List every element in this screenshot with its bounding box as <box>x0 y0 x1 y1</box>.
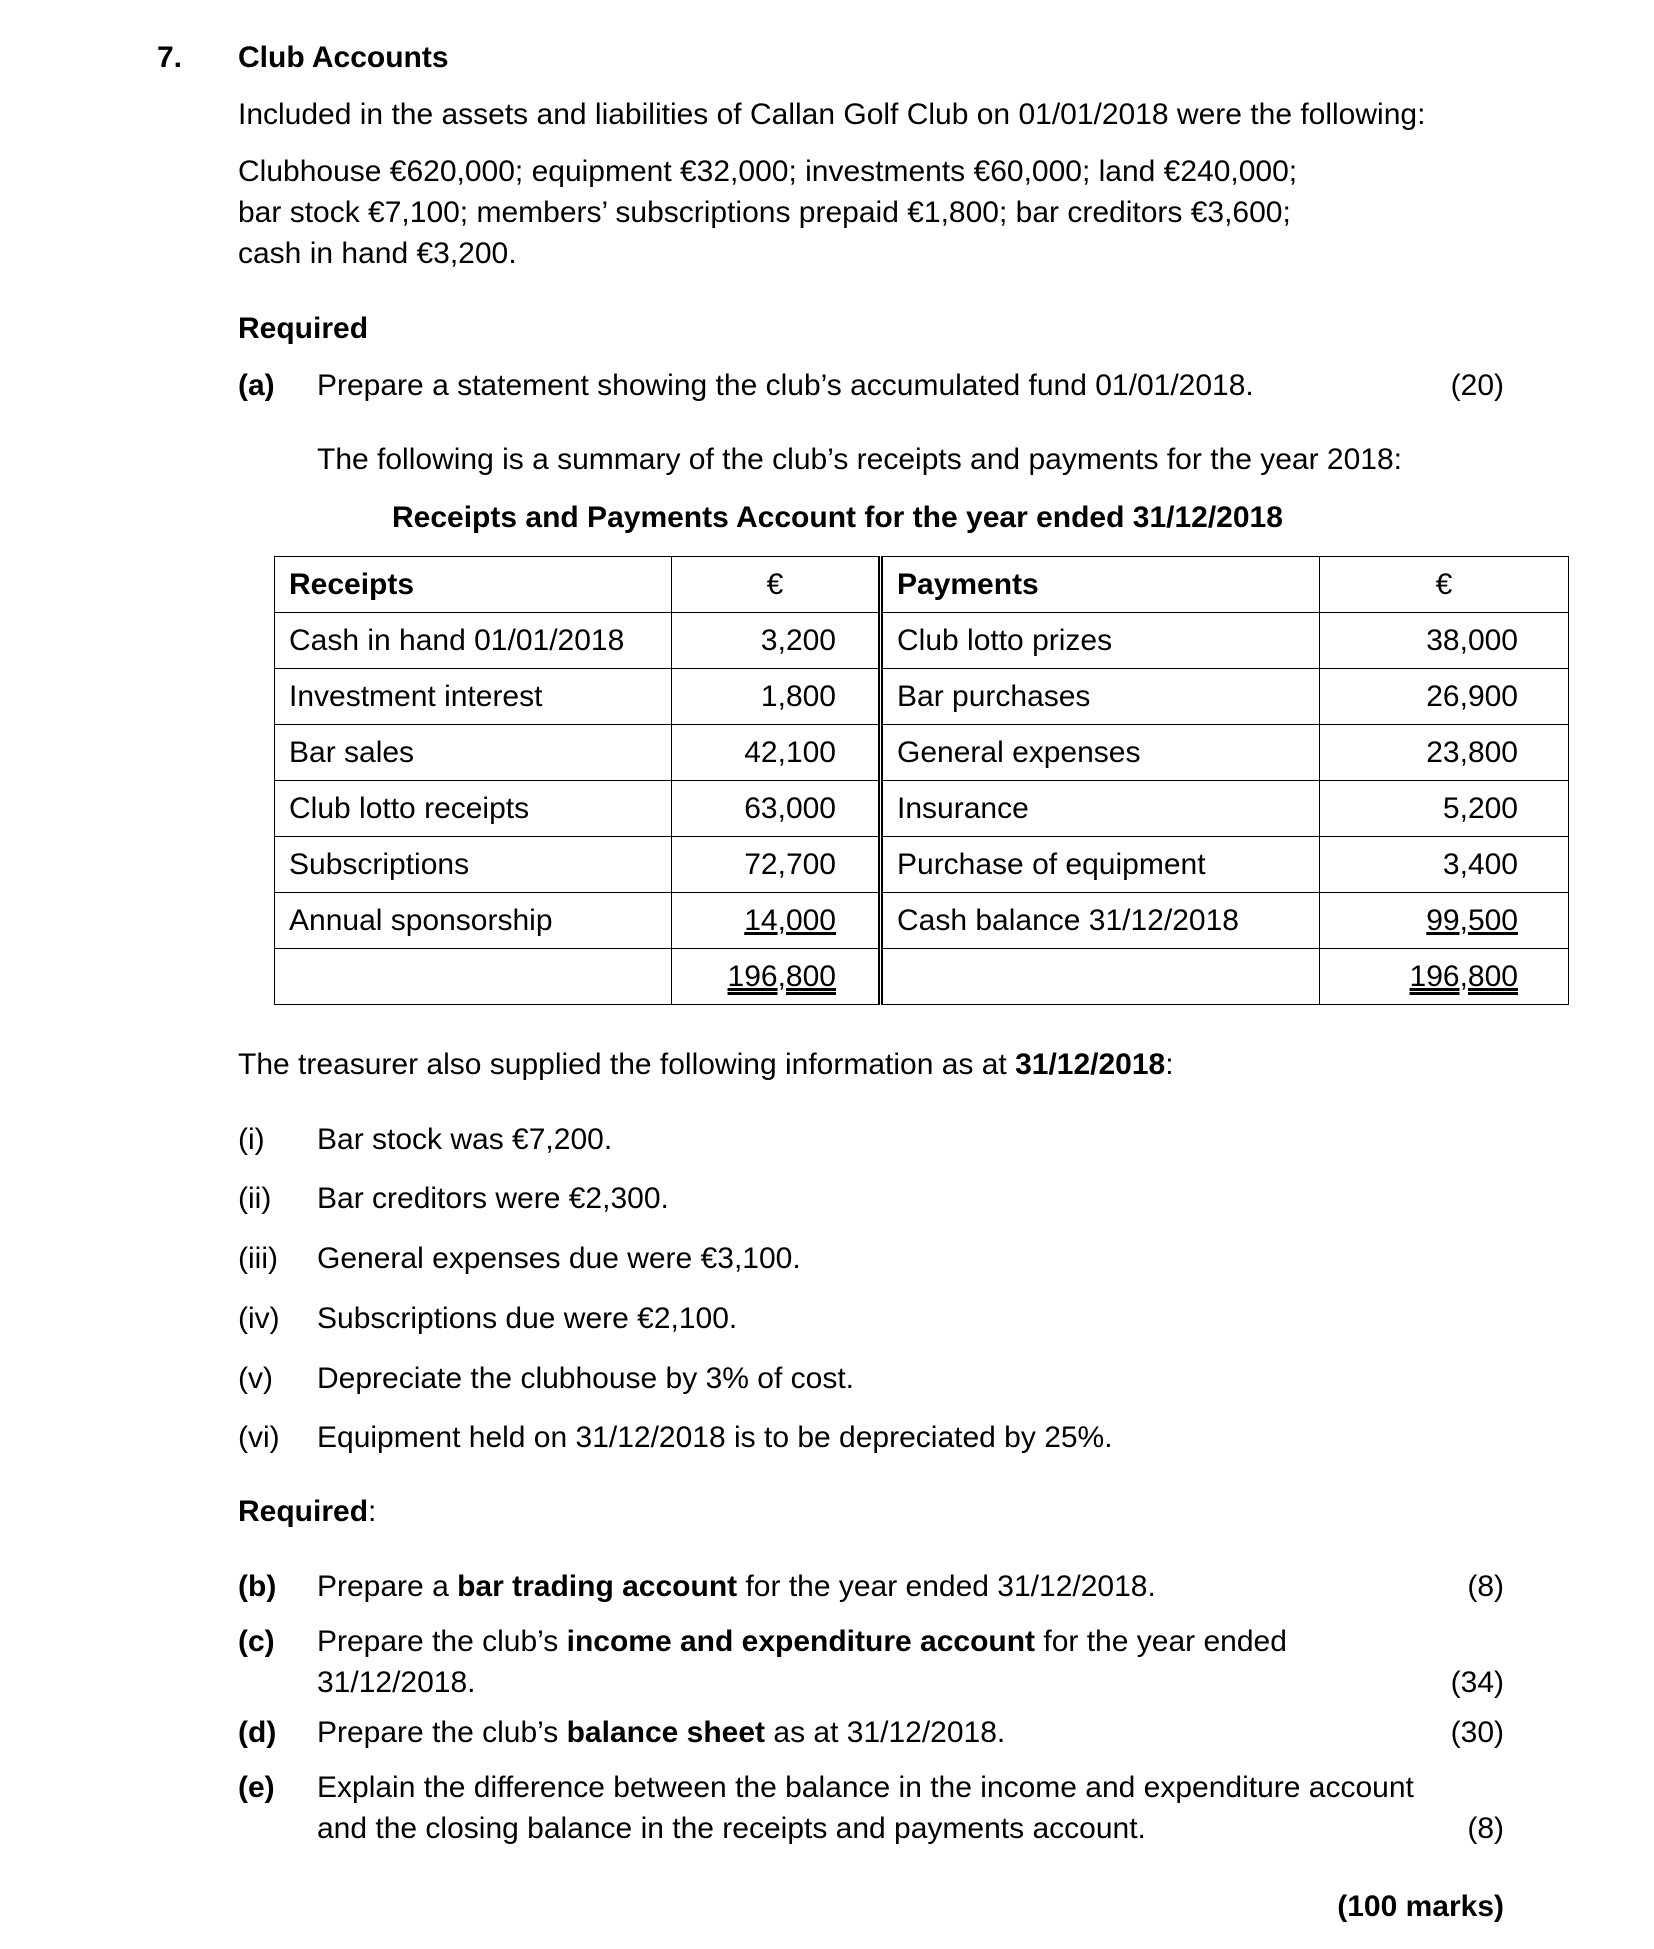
treasurer-date: 31/12/2018 <box>1015 1048 1166 1081</box>
assets-line-1: Clubhouse €620,000; equipment €32,000; investments €60,000; land €240,000; <box>238 155 1298 188</box>
header-payments: Payments <box>881 557 1320 613</box>
table-row <box>275 837 1569 893</box>
payments-total: 196,800 <box>1409 959 1518 993</box>
receipt-label: Investment interest <box>275 669 672 725</box>
info-text: Bar creditors were €2,300. <box>317 1182 669 1215</box>
info-text: Bar stock was €7,200. <box>317 1123 613 1156</box>
part-a-label: (a) <box>238 369 275 402</box>
part-a-text: Prepare a statement showing the club’s accumulated fund 01/01/2018. <box>317 369 1254 402</box>
table-total-row <box>275 949 1569 1005</box>
part-b-label: (b) <box>238 1570 277 1603</box>
required-heading-2: Required: <box>238 1495 377 1528</box>
receipt-amount: 72,700 <box>672 837 881 893</box>
receipt-amount: 14,000 <box>744 903 836 937</box>
assets-line-2: bar stock €7,100; members’ subscriptions prepaid €1,800; bar creditors €3,600; <box>238 196 1291 229</box>
info-text: Depreciate the clubhouse by 3% of cost. <box>317 1362 854 1395</box>
summary-intro: The following is a summary of the club’s receipts and payments for the year 2018: <box>317 443 1402 476</box>
receipt-label: Annual sponsorship <box>275 893 672 949</box>
payment-amount: 38,000 <box>1320 613 1569 669</box>
table-row <box>275 725 1569 781</box>
total-marks: (100 marks) <box>1337 1890 1504 1923</box>
assets-line-3: cash in hand €3,200. <box>238 237 517 270</box>
part-e-text-line1: Explain the difference between the balance in the income and expenditure account <box>317 1771 1414 1804</box>
receipt-label: Bar sales <box>275 725 672 781</box>
payment-amount: 3,400 <box>1320 837 1569 893</box>
receipt-amount: 42,100 <box>672 725 881 781</box>
part-e-text-line2: and the closing balance in the receipts and payments account. <box>317 1812 1146 1845</box>
info-text: General expenses due were €3,100. <box>317 1242 801 1275</box>
part-e-label: (e) <box>238 1771 275 1804</box>
part-e-marks: (8) <box>1467 1812 1504 1845</box>
info-text: Subscriptions due were €2,100. <box>317 1302 738 1335</box>
table-title: Receipts and Payments Account for the year ended 31/12/2018 <box>392 501 1283 534</box>
part-d-label: (d) <box>238 1716 277 1749</box>
question-title: Club Accounts <box>238 41 449 74</box>
payment-label: Bar purchases <box>881 669 1320 725</box>
receipt-label: Cash in hand 01/01/2018 <box>275 613 672 669</box>
info-label: (i) <box>238 1123 265 1156</box>
receipts-payments-table <box>274 556 1569 1005</box>
info-label: (iv) <box>238 1302 280 1335</box>
part-b-text: Prepare a bar trading account for the year ended 31/12/2018. <box>317 1570 1156 1603</box>
payment-label: Insurance <box>881 781 1320 837</box>
table-row <box>275 893 1569 949</box>
table-row <box>275 781 1569 837</box>
payment-label: Purchase of equipment <box>881 837 1320 893</box>
part-c-label: (c) <box>238 1625 275 1658</box>
payment-amount: 5,200 <box>1320 781 1569 837</box>
receipts-total: 196,800 <box>727 959 836 993</box>
payment-label: Cash balance 31/12/2018 <box>881 893 1320 949</box>
info-label: (vi) <box>238 1421 280 1454</box>
receipt-amount: 3,200 <box>672 613 881 669</box>
receipt-label: Club lotto receipts <box>275 781 672 837</box>
table-header-row <box>275 557 1569 613</box>
required-heading: Required <box>238 312 369 345</box>
info-label: (v) <box>238 1362 273 1395</box>
header-receipts: Receipts <box>275 557 672 613</box>
payment-label: Club lotto prizes <box>881 613 1320 669</box>
part-a-marks: (20) <box>1450 369 1504 402</box>
part-c-marks: (34) <box>1450 1666 1504 1699</box>
question-number: 7. <box>157 41 183 74</box>
payment-amount: 99,500 <box>1426 903 1518 937</box>
info-label: (iii) <box>238 1242 278 1275</box>
part-d-marks: (30) <box>1450 1716 1504 1749</box>
part-b-marks: (8) <box>1467 1570 1504 1603</box>
info-text: Equipment held on 31/12/2018 is to be depreciated by 25%. <box>317 1421 1113 1454</box>
payment-amount: 26,900 <box>1320 669 1569 725</box>
table-row <box>275 613 1569 669</box>
part-c-text: Prepare the club’s income and expenditure account for the year ended <box>317 1625 1287 1658</box>
table-row <box>275 669 1569 725</box>
part-c-text-line2: 31/12/2018. <box>317 1666 476 1699</box>
receipt-amount: 1,800 <box>672 669 881 725</box>
header-currency-payments: € <box>1320 557 1569 613</box>
info-label: (ii) <box>238 1182 272 1215</box>
part-d-text: Prepare the club’s balance sheet as at 31/12/2018. <box>317 1716 1006 1749</box>
payment-label: General expenses <box>881 725 1320 781</box>
receipt-label: Subscriptions <box>275 837 672 893</box>
payment-amount: 23,800 <box>1320 725 1569 781</box>
receipt-amount: 63,000 <box>672 781 881 837</box>
treasurer-intro: The treasurer also supplied the following information as at 31/12/2018: <box>238 1048 1174 1081</box>
header-currency-receipts: € <box>672 557 881 613</box>
intro-text: Included in the assets and liabilities of Callan Golf Club on 01/01/2018 were the following: <box>238 98 1426 131</box>
